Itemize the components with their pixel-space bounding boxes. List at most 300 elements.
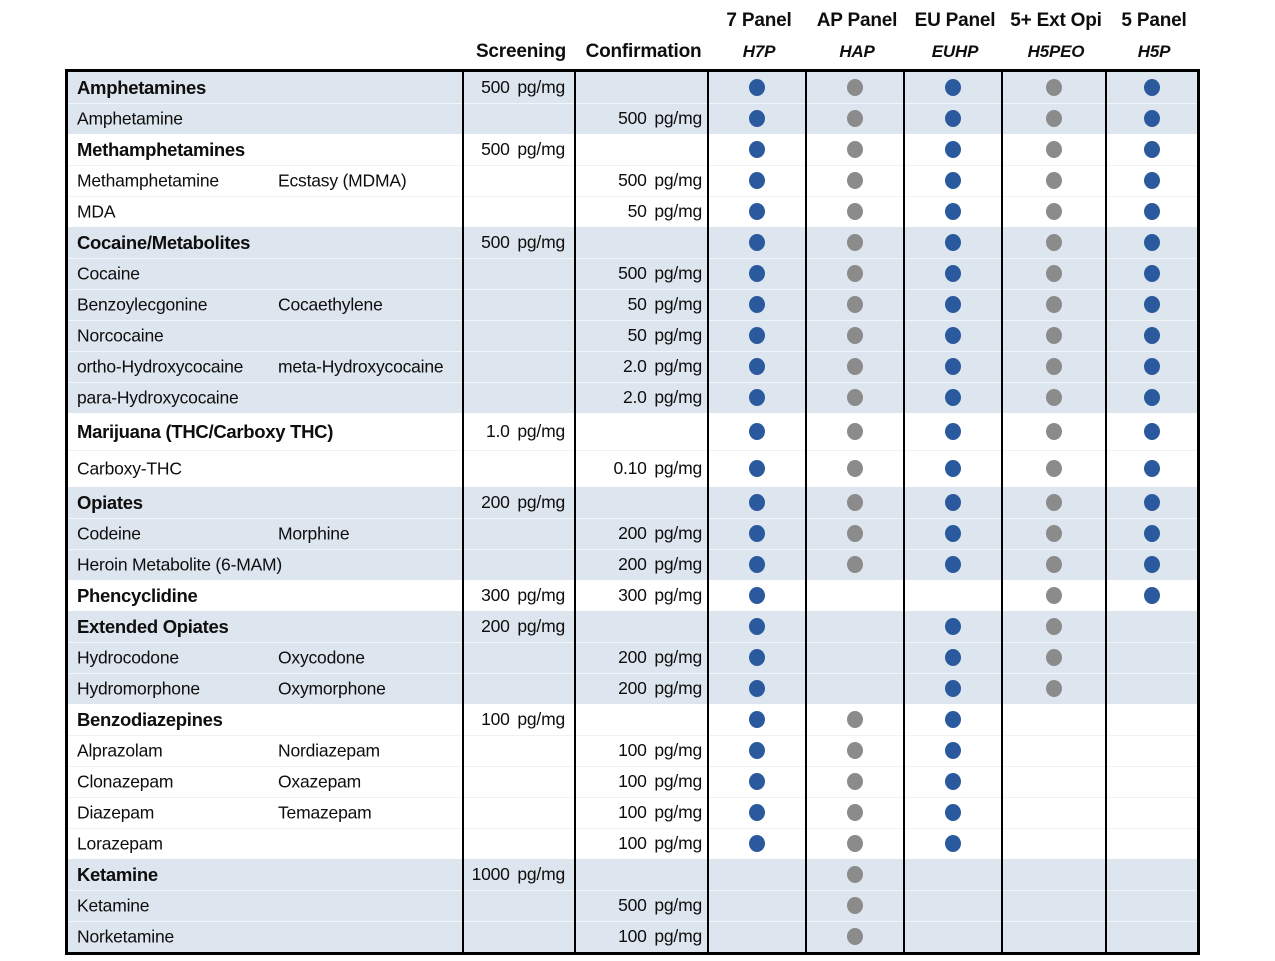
panel-dot-blue — [1144, 423, 1160, 440]
screening-cutoff — [462, 196, 574, 227]
panel-name-5panel: 5 Panel — [1121, 9, 1187, 31]
panel-dot-blue — [945, 110, 961, 127]
panel-dot-gray — [1046, 327, 1062, 344]
panel-cell — [1105, 72, 1197, 103]
panel-cell — [805, 487, 903, 518]
panel-dot-blue — [1144, 494, 1160, 511]
screening-cutoff — [462, 289, 574, 320]
panel-dot-blue — [749, 773, 765, 790]
panel-dot-blue — [945, 460, 961, 477]
panel-cell — [1105, 351, 1197, 382]
confirmation-cutoff — [574, 413, 707, 450]
confirmation-cutoff: 100 pg/mg — [574, 735, 707, 766]
screening-cutoff — [462, 165, 574, 196]
drug-name-secondary: Oxazepam — [278, 771, 362, 791]
panel-cell — [805, 289, 903, 320]
screening-cutoff — [462, 320, 574, 351]
panel-dot-gray — [1046, 79, 1062, 96]
screening-cutoff — [462, 382, 574, 413]
panel-cell — [1105, 890, 1197, 921]
panel-cell — [1001, 704, 1105, 735]
drug-name-cell — [68, 165, 462, 196]
panel-dot-blue — [1144, 389, 1160, 406]
panel-dot-gray — [1046, 296, 1062, 313]
panel-cell — [1001, 227, 1105, 258]
panel-cell — [1001, 580, 1105, 611]
panel-code-h5p: H5P — [1137, 41, 1171, 61]
panel-dot-gray — [1046, 618, 1062, 635]
drug-name-cell — [68, 72, 462, 103]
panel-cell — [805, 890, 903, 921]
panel-cell — [805, 165, 903, 196]
panel-dot-blue — [945, 742, 961, 759]
drug-name-secondary: Cocaethylene — [278, 294, 383, 314]
panel-code-h7p: H7P — [742, 41, 776, 61]
panel-dot-gray — [1046, 680, 1062, 697]
panel-cell — [707, 165, 805, 196]
screening-cutoff — [462, 258, 574, 289]
panel-dot-gray — [847, 79, 863, 96]
panel-dot-blue — [945, 203, 961, 220]
panel-cell — [1105, 859, 1197, 890]
panel-cell — [903, 413, 1001, 450]
panel-cell — [903, 890, 1001, 921]
screening-cutoff — [462, 921, 574, 952]
drug-name-cell — [68, 735, 462, 766]
confirmation-cutoff: 100 pg/mg — [574, 828, 707, 859]
table-row — [68, 103, 1197, 134]
screening-cutoff: 1.0 pg/mg — [462, 413, 574, 450]
panel-dot-blue — [749, 172, 765, 189]
screening-cutoff: 100 pg/mg — [462, 704, 574, 735]
panel-cell — [707, 859, 805, 890]
panel-cell — [805, 673, 903, 704]
table-row — [68, 134, 1197, 165]
table-header — [65, 4, 1200, 66]
drug-name-cell — [68, 859, 462, 890]
panel-cell — [1105, 549, 1197, 580]
panel-dot-blue — [945, 358, 961, 375]
confirmation-cutoff: 300 pg/mg — [574, 580, 707, 611]
panel-cell — [707, 382, 805, 413]
panel-dot-blue — [749, 203, 765, 220]
drug-name-primary: Extended Opiates — [77, 615, 229, 637]
drug-name-primary: Cocaine — [77, 263, 140, 283]
panel-cell — [707, 518, 805, 549]
panel-cell — [1105, 673, 1197, 704]
drug-name-primary: Alprazolam — [77, 740, 163, 760]
panel-dot-gray — [847, 327, 863, 344]
panel-cell — [805, 103, 903, 134]
panel-dot-blue — [749, 141, 765, 158]
drug-name-cell — [68, 258, 462, 289]
panel-cell — [805, 642, 903, 673]
drug-name-primary: Carboxy-THC — [77, 458, 182, 478]
table-row — [68, 518, 1197, 549]
panel-cell — [903, 258, 1001, 289]
panel-dot-blue — [749, 742, 765, 759]
panel-cell — [707, 289, 805, 320]
panel-dot-blue — [1144, 296, 1160, 313]
drug-name-cell — [68, 704, 462, 735]
panel-dot-blue — [749, 618, 765, 635]
drug-name-primary: Ketamine — [77, 863, 158, 885]
panel-cell — [707, 351, 805, 382]
screening-cutoff — [462, 518, 574, 549]
screening-cutoff — [462, 673, 574, 704]
panel-cell — [1105, 165, 1197, 196]
panel-dot-blue — [945, 649, 961, 666]
confirmation-cutoff: 500 pg/mg — [574, 258, 707, 289]
drug-name-primary: Benzoylecgonine — [77, 294, 208, 314]
confirmation-cutoff — [574, 487, 707, 518]
table-row — [68, 859, 1197, 890]
drug-name-cell — [68, 351, 462, 382]
table-row — [68, 487, 1197, 518]
confirmation-cutoff: 50 pg/mg — [574, 196, 707, 227]
panel-dot-gray — [847, 494, 863, 511]
panel-dot-blue — [1144, 358, 1160, 375]
drug-name-primary: Amphetamines — [77, 76, 207, 98]
confirmation-cutoff: 200 pg/mg — [574, 642, 707, 673]
panel-dot-blue — [749, 79, 765, 96]
screening-cutoff — [462, 103, 574, 134]
panel-dot-blue — [1144, 327, 1160, 344]
panel-dot-gray — [847, 866, 863, 883]
table-row — [68, 196, 1197, 227]
table-row — [68, 382, 1197, 413]
panel-dot-blue — [749, 234, 765, 251]
panel-cell — [903, 611, 1001, 642]
panel-dot-gray — [1046, 494, 1062, 511]
panel-cell — [1001, 890, 1105, 921]
drug-name-cell — [68, 450, 462, 487]
panel-cell — [707, 921, 805, 952]
panel-cell — [707, 413, 805, 450]
panel-dot-gray — [1046, 649, 1062, 666]
panel-dot-blue — [1144, 587, 1160, 604]
panel-cell — [707, 72, 805, 103]
confirmation-cutoff — [574, 611, 707, 642]
panel-cell — [805, 320, 903, 351]
panel-dot-blue — [749, 587, 765, 604]
confirmation-cutoff: 2.0 pg/mg — [574, 351, 707, 382]
panel-cell — [805, 351, 903, 382]
confirmation-column-header: Confirmation — [585, 40, 702, 62]
panel-dot-blue — [1144, 265, 1160, 282]
table-row — [68, 642, 1197, 673]
panel-dot-gray — [847, 742, 863, 759]
panel-dot-gray — [1046, 172, 1062, 189]
panel-cell — [707, 766, 805, 797]
panel-cell — [903, 320, 1001, 351]
header-spacer — [65, 37, 465, 66]
panel-name-ap-panel: AP Panel — [816, 9, 898, 31]
panel-cell — [707, 549, 805, 580]
panel-dot-gray — [847, 773, 863, 790]
panel-dot-gray — [847, 460, 863, 477]
screening-cutoff: 200 pg/mg — [462, 487, 574, 518]
screening-cutoff: 200 pg/mg — [462, 611, 574, 642]
drug-name-cell — [68, 549, 462, 580]
confirmation-cutoff: 100 pg/mg — [574, 921, 707, 952]
panel-cell — [805, 704, 903, 735]
panel-cell — [1105, 258, 1197, 289]
panel-cell — [903, 735, 1001, 766]
table-row — [68, 611, 1197, 642]
panel-cell — [707, 828, 805, 859]
panel-cell — [1105, 735, 1197, 766]
drug-name-primary: Benzodiazepines — [77, 708, 223, 730]
confirmation-cutoff: 50 pg/mg — [574, 320, 707, 351]
confirmation-cutoff: 500 pg/mg — [574, 103, 707, 134]
screening-cutoff — [462, 828, 574, 859]
panel-cell — [1105, 450, 1197, 487]
confirmation-cutoff — [574, 134, 707, 165]
header-spacer — [65, 4, 465, 37]
panel-cell — [805, 227, 903, 258]
panel-dot-blue — [945, 711, 961, 728]
panel-dot-blue — [945, 835, 961, 852]
table-row — [68, 766, 1197, 797]
panel-cell — [1105, 196, 1197, 227]
panel-cell — [707, 797, 805, 828]
panel-cell — [805, 828, 903, 859]
drug-name-cell — [68, 642, 462, 673]
drug-name-primary: Norketamine — [77, 926, 175, 946]
panel-cell — [707, 196, 805, 227]
panel-cell — [1105, 797, 1197, 828]
table-row — [68, 735, 1197, 766]
panel-code-h5peo: H5PEO — [1027, 41, 1085, 61]
panel-cell — [805, 735, 903, 766]
drug-name-secondary: Morphine — [278, 523, 350, 543]
drug-name-cell — [68, 518, 462, 549]
panel-dot-blue — [749, 680, 765, 697]
table-row — [68, 704, 1197, 735]
panel-dot-gray — [1046, 358, 1062, 375]
panel-dot-blue — [749, 327, 765, 344]
drug-name-cell — [68, 289, 462, 320]
drug-name-primary: MDA — [77, 201, 116, 221]
panel-dot-blue — [749, 296, 765, 313]
panel-cell — [1105, 103, 1197, 134]
drug-name-cell — [68, 890, 462, 921]
panel-cell — [805, 258, 903, 289]
panel-dot-blue — [945, 265, 961, 282]
panel-cell — [805, 413, 903, 450]
panel-cell — [805, 450, 903, 487]
panel-dot-blue — [945, 804, 961, 821]
panel-cell — [1105, 704, 1197, 735]
table-row — [68, 320, 1197, 351]
panel-cell — [1001, 673, 1105, 704]
panel-dot-gray — [1046, 265, 1062, 282]
panel-cell — [1001, 859, 1105, 890]
panel-cell — [1001, 549, 1105, 580]
screening-cutoff: 500 pg/mg — [462, 134, 574, 165]
drug-name-cell — [68, 134, 462, 165]
panel-cell — [805, 766, 903, 797]
panel-dot-blue — [749, 460, 765, 477]
panel-dot-blue — [749, 556, 765, 573]
panel-cell — [1001, 72, 1105, 103]
panel-dot-blue — [749, 525, 765, 542]
drug-panel-table — [65, 69, 1200, 955]
panel-dot-blue — [945, 423, 961, 440]
panel-cell — [1001, 611, 1105, 642]
panel-cell — [805, 549, 903, 580]
confirmation-cutoff: 500 pg/mg — [574, 165, 707, 196]
confirmation-cutoff: 50 pg/mg — [574, 289, 707, 320]
drug-name-cell — [68, 196, 462, 227]
confirmation-cutoff: 200 pg/mg — [574, 673, 707, 704]
drug-name-primary: Norcocaine — [77, 325, 164, 345]
panel-cell — [903, 196, 1001, 227]
drug-name-primary: Clonazepam — [77, 771, 174, 791]
panel-cell — [805, 196, 903, 227]
drug-name-primary: Phencyclidine — [77, 584, 198, 606]
panel-dot-gray — [847, 804, 863, 821]
panel-cell — [805, 859, 903, 890]
panel-cell — [903, 450, 1001, 487]
panel-dot-blue — [1144, 460, 1160, 477]
panel-dot-blue — [749, 358, 765, 375]
panel-dot-gray — [847, 423, 863, 440]
panel-cell — [903, 72, 1001, 103]
panel-dot-blue — [749, 835, 765, 852]
panel-cell — [903, 859, 1001, 890]
screening-cutoff: 1000 pg/mg — [462, 859, 574, 890]
panel-dot-blue — [1144, 556, 1160, 573]
panel-cell — [903, 797, 1001, 828]
panel-cell — [1105, 611, 1197, 642]
table-row — [68, 351, 1197, 382]
panel-cell — [805, 921, 903, 952]
panel-dot-blue — [749, 389, 765, 406]
panel-cell — [1105, 382, 1197, 413]
panel-cell — [1001, 797, 1105, 828]
panel-dot-blue — [945, 525, 961, 542]
panel-cell — [805, 580, 903, 611]
panel-dot-blue — [945, 172, 961, 189]
panel-dot-gray — [1046, 110, 1062, 127]
panel-dot-gray — [847, 358, 863, 375]
panel-dot-blue — [945, 296, 961, 313]
panel-dot-gray — [847, 711, 863, 728]
drug-name-cell — [68, 227, 462, 258]
panel-cell — [1001, 196, 1105, 227]
confirmation-cutoff: 2.0 pg/mg — [574, 382, 707, 413]
panel-cell — [707, 227, 805, 258]
panel-dot-blue — [945, 327, 961, 344]
panel-cell — [903, 921, 1001, 952]
panel-dot-blue — [749, 110, 765, 127]
panel-cell — [1105, 413, 1197, 450]
drug-name-primary: Opiates — [77, 491, 143, 513]
panel-dot-blue — [945, 141, 961, 158]
confirmation-cutoff: 0.10 pg/mg — [574, 450, 707, 487]
panel-dot-gray — [847, 141, 863, 158]
panel-cell — [707, 642, 805, 673]
drug-name-primary: Diazepam — [77, 802, 155, 822]
panel-name-5-ext-opi: 5+ Ext Opi — [1010, 9, 1102, 31]
drug-name-primary: Lorazepam — [77, 833, 163, 853]
panel-cell — [805, 611, 903, 642]
panel-cell — [903, 704, 1001, 735]
panel-cell — [1001, 165, 1105, 196]
drug-name-primary: para-Hydroxycocaine — [77, 387, 239, 407]
confirmation-cutoff — [574, 704, 707, 735]
panel-cell — [1105, 642, 1197, 673]
drug-name-cell — [68, 487, 462, 518]
panel-dot-gray — [847, 110, 863, 127]
screening-cutoff: 500 pg/mg — [462, 72, 574, 103]
panel-cell — [1001, 518, 1105, 549]
panel-dot-gray — [1046, 556, 1062, 573]
panel-dot-blue — [749, 649, 765, 666]
panel-dot-gray — [1046, 203, 1062, 220]
header-spacer — [465, 4, 577, 37]
panel-dot-gray — [1046, 234, 1062, 251]
screening-cutoff — [462, 766, 574, 797]
table-row — [68, 72, 1197, 103]
drug-name-primary: Methamphetamine — [77, 170, 219, 190]
table-row — [68, 258, 1197, 289]
drug-name-cell — [68, 382, 462, 413]
drug-name-primary: Hydrocodone — [77, 647, 179, 667]
panel-dot-gray — [847, 172, 863, 189]
panel-cell — [805, 797, 903, 828]
screening-cutoff — [462, 642, 574, 673]
panel-cell — [903, 487, 1001, 518]
drug-name-cell — [68, 320, 462, 351]
panel-dot-gray — [847, 928, 863, 945]
screening-cutoff — [462, 549, 574, 580]
drug-name-primary: Amphetamine — [77, 108, 183, 128]
screening-cutoff: 500 pg/mg — [462, 227, 574, 258]
panel-name-7panel: 7 Panel — [726, 9, 792, 31]
table-row — [68, 921, 1197, 952]
panel-dot-gray — [1046, 141, 1062, 158]
panel-dot-blue — [1144, 234, 1160, 251]
screening-cutoff — [462, 351, 574, 382]
screening-cutoff — [462, 890, 574, 921]
screening-cutoff — [462, 450, 574, 487]
panel-dot-gray — [1046, 525, 1062, 542]
drug-name-cell — [68, 828, 462, 859]
table-row — [68, 450, 1197, 487]
panel-cell — [707, 611, 805, 642]
drug-name-primary: Hydromorphone — [77, 678, 200, 698]
panel-cell — [1105, 289, 1197, 320]
table-row — [68, 227, 1197, 258]
table-row — [68, 673, 1197, 704]
panel-cell — [805, 134, 903, 165]
drug-name-secondary: Temazepam — [278, 802, 372, 822]
panel-cell — [707, 258, 805, 289]
panel-dot-blue — [749, 711, 765, 728]
panel-cell — [1001, 450, 1105, 487]
panel-dot-blue — [1144, 79, 1160, 96]
panel-cell — [903, 518, 1001, 549]
panel-dot-blue — [749, 494, 765, 511]
panel-cell — [903, 382, 1001, 413]
panel-cell — [1105, 134, 1197, 165]
panel-cell — [707, 735, 805, 766]
panel-cell — [707, 134, 805, 165]
panel-cell — [1105, 487, 1197, 518]
